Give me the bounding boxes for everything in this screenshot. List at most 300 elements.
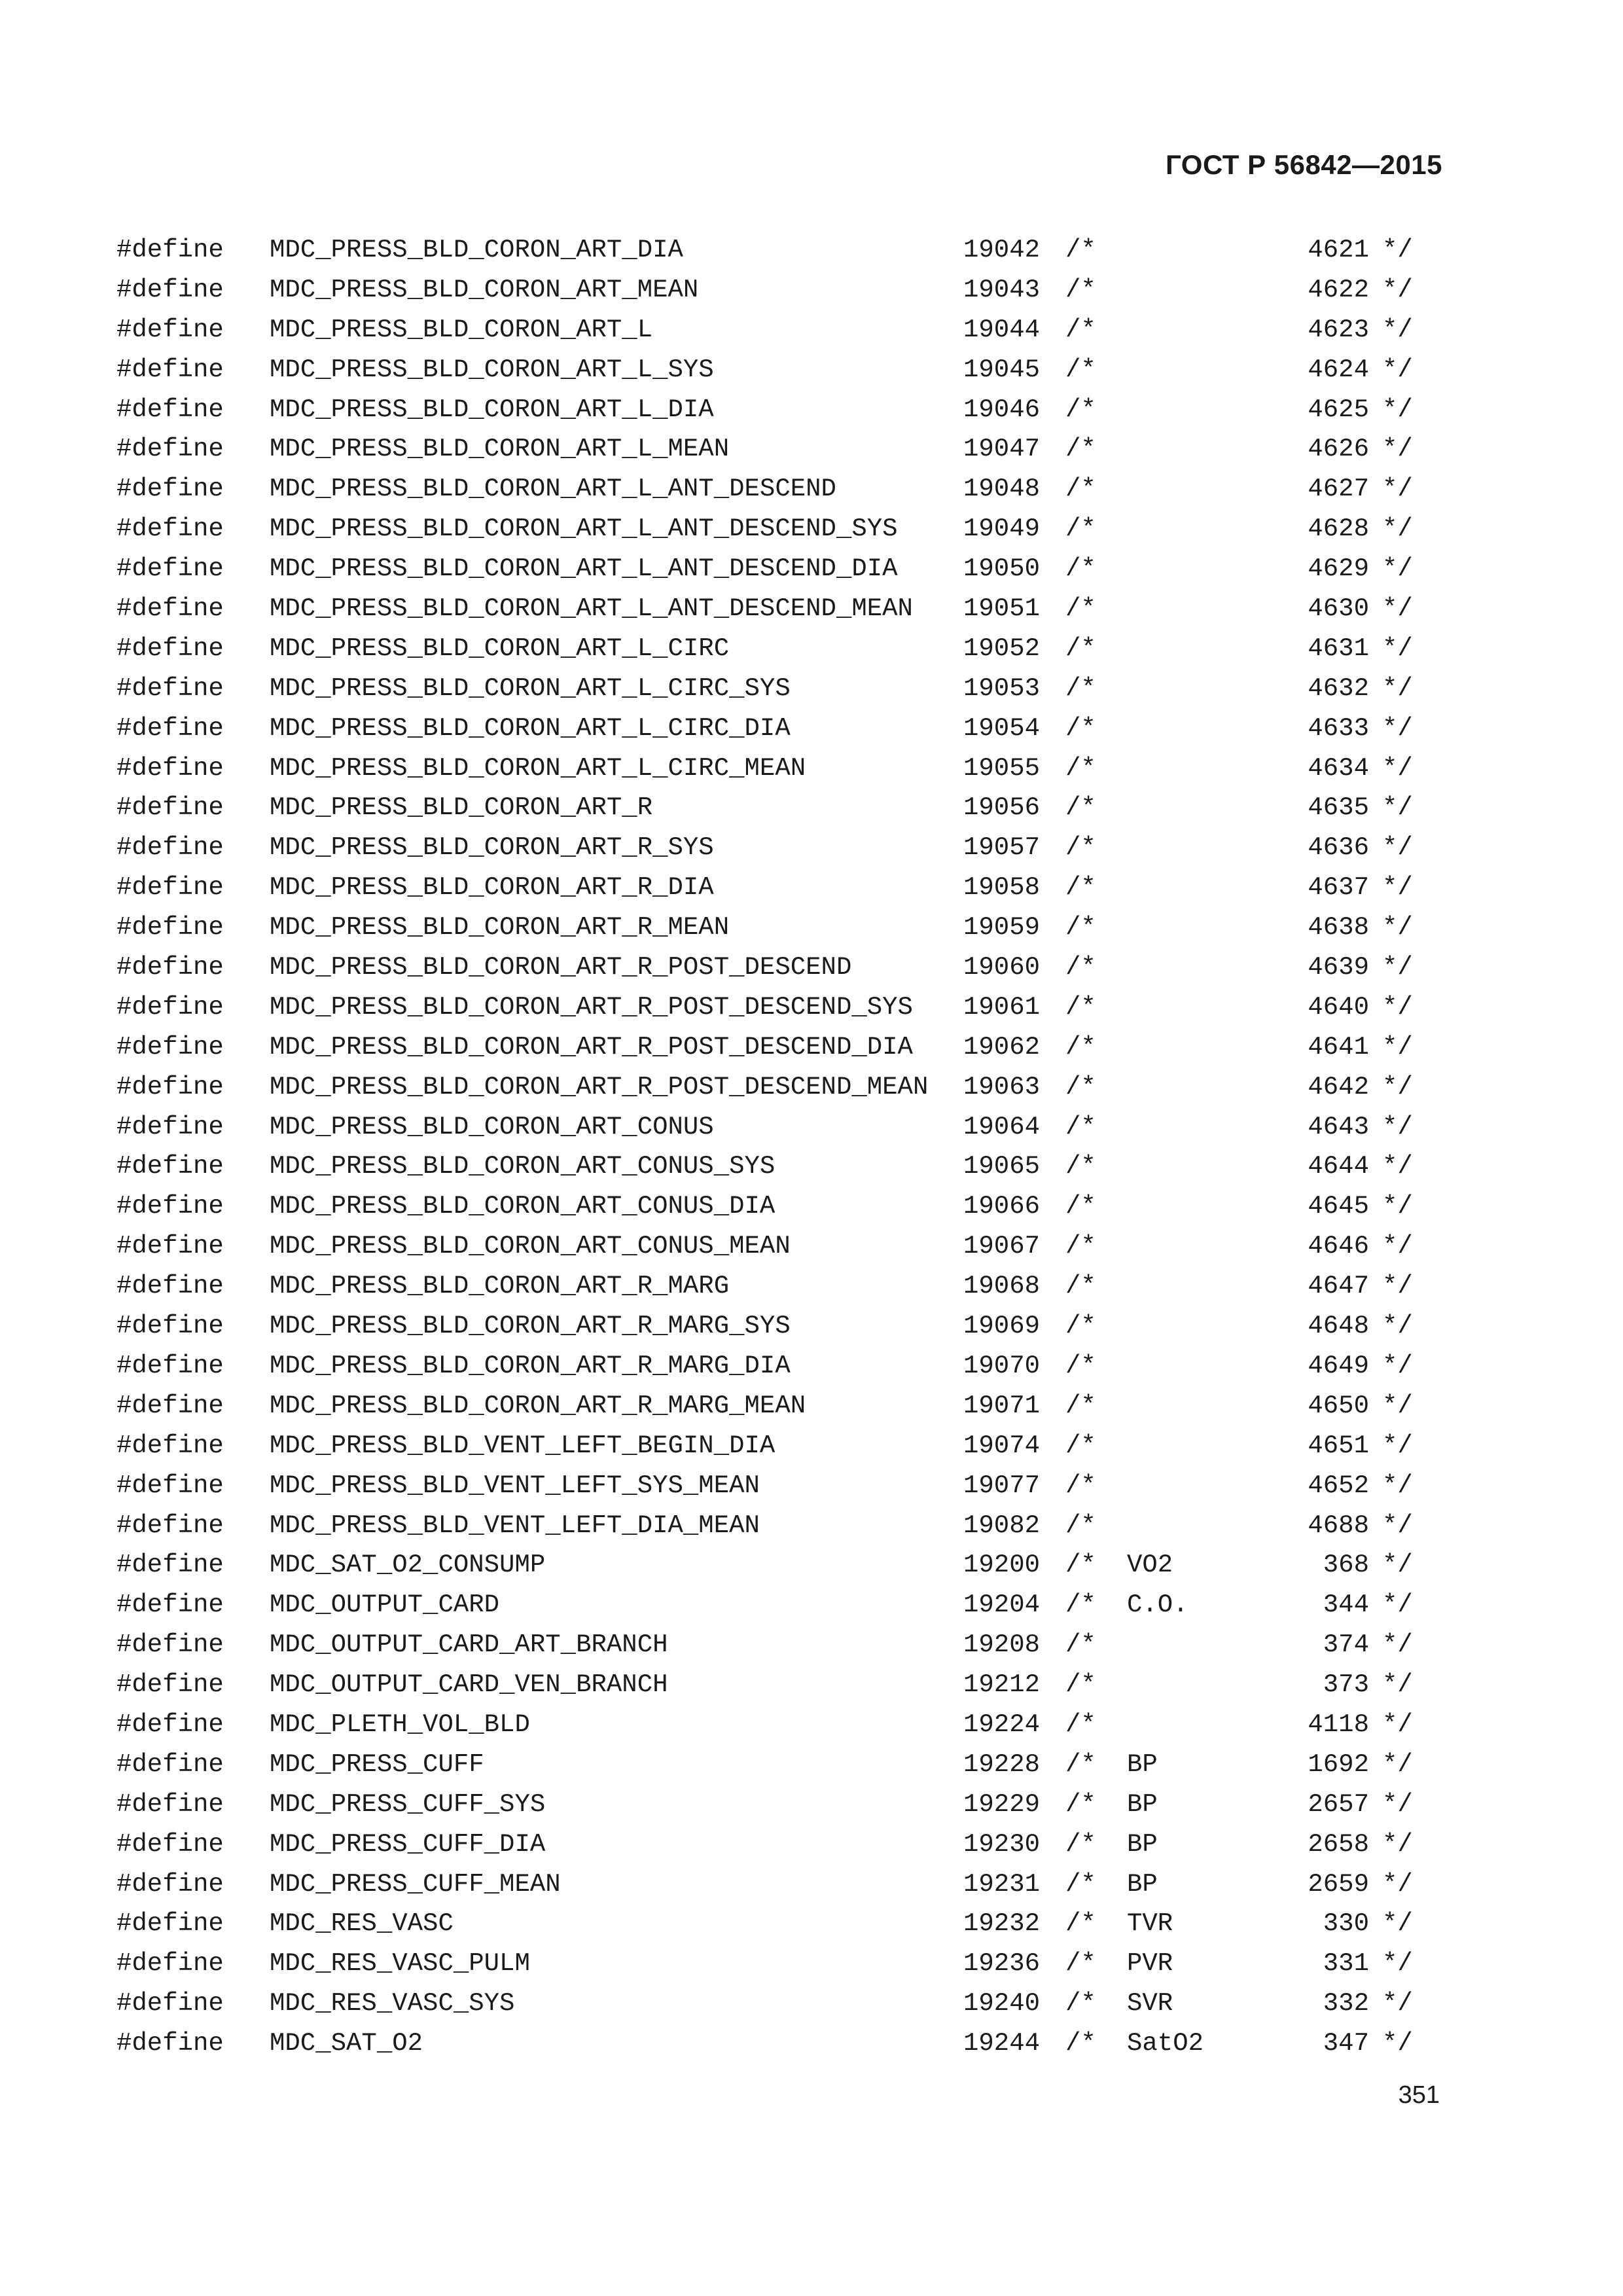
macro-name: MDC_PRESS_BLD_CORON_ART_CONUS_DIA (270, 1192, 776, 1221)
reference-number: 4632 (1308, 673, 1369, 703)
define-row (0, 709, 1623, 749)
reference-number: 4646 (1308, 1232, 1369, 1261)
comment-open: /* (1065, 1869, 1096, 1899)
comment-open: /* (1065, 1989, 1096, 2018)
define-row (0, 230, 1623, 270)
reference-number: 4638 (1308, 913, 1369, 942)
macro-code: 19077 (963, 1471, 1041, 1500)
define-row (0, 1466, 1623, 1506)
macro-code: 19074 (963, 1431, 1041, 1460)
macro-name: MDC_PRESS_BLD_CORON_ART_R_POST_DESCEND_MEAN (270, 1072, 929, 1102)
macro-code: 19046 (963, 395, 1041, 424)
comment-close: */ (1382, 395, 1413, 424)
reference-number: 4628 (1308, 514, 1369, 544)
comment-close: */ (1382, 1351, 1413, 1380)
comment-open: /* (1065, 2029, 1096, 2058)
page-number: 351 (1398, 2081, 1440, 2109)
comment-open: /* (1065, 315, 1096, 344)
reference-number: 347 (1323, 2029, 1369, 2058)
define-keyword: #define (116, 1949, 224, 1979)
macro-name: MDC_PRESS_BLD_CORON_ART_R (270, 793, 653, 823)
comment-open: /* (1065, 1072, 1096, 1102)
comment-close: */ (1382, 953, 1413, 982)
macro-code: 19056 (963, 793, 1041, 823)
comment-open: /* (1065, 1152, 1096, 1181)
macro-name: MDC_PRESS_BLD_CORON_ART_MEAN (270, 275, 699, 304)
define-row (0, 270, 1623, 310)
comment-close: */ (1382, 1312, 1413, 1341)
comment-open: /* (1065, 1032, 1096, 1062)
macro-code: 19224 (963, 1710, 1041, 1739)
comment-open: /* (1065, 833, 1096, 863)
comment-close: */ (1382, 1232, 1413, 1261)
reference-number: 4624 (1308, 355, 1369, 384)
comment-close: */ (1382, 1152, 1413, 1181)
reference-number: 332 (1323, 1989, 1369, 2018)
define-keyword: #define (116, 514, 224, 544)
comment-open: /* (1065, 1391, 1096, 1420)
comment-open: /* (1065, 1590, 1096, 1620)
define-row (0, 908, 1623, 948)
comment-open: /* (1065, 1351, 1096, 1380)
comment-close: */ (1382, 1590, 1413, 1620)
comment-open: /* (1065, 673, 1096, 703)
define-keyword: #define (116, 1710, 224, 1739)
macro-name: MDC_PRESS_CUFF_SYS (270, 1789, 546, 1819)
define-keyword: #define (116, 1471, 224, 1500)
define-keyword: #define (116, 793, 224, 823)
define-row (0, 1904, 1623, 1944)
define-row (0, 390, 1623, 430)
comment-close: */ (1382, 913, 1413, 942)
abbreviation: BP (1127, 1829, 1158, 1859)
define-keyword: #define (116, 634, 224, 663)
macro-name: MDC_PRESS_BLD_CORON_ART_L_CIRC_DIA (270, 713, 791, 743)
define-row (0, 1306, 1623, 1346)
comment-close: */ (1382, 355, 1413, 384)
define-row (0, 1426, 1623, 1466)
comment-open: /* (1065, 1789, 1096, 1819)
macro-code: 19082 (963, 1511, 1041, 1540)
macro-code: 19070 (963, 1351, 1041, 1380)
reference-number: 374 (1323, 1630, 1369, 1660)
comment-open: /* (1065, 554, 1096, 584)
macro-name: MDC_PRESS_BLD_CORON_ART_R_MEAN (270, 913, 730, 942)
define-row (0, 1705, 1623, 1745)
define-row (0, 629, 1623, 669)
reference-number: 4649 (1308, 1351, 1369, 1380)
comment-open: /* (1065, 873, 1096, 903)
macro-name: MDC_PRESS_BLD_CORON_ART_CONUS (270, 1112, 714, 1141)
comment-close: */ (1382, 634, 1413, 663)
reference-number: 4630 (1308, 594, 1369, 624)
macro-name: MDC_PRESS_BLD_CORON_ART_L_MEAN (270, 435, 730, 464)
define-row (0, 669, 1623, 709)
macro-name: MDC_RES_VASC_PULM (270, 1949, 530, 1979)
comment-close: */ (1382, 1391, 1413, 1420)
comment-open: /* (1065, 1511, 1096, 1540)
define-row (0, 1665, 1623, 1705)
macro-code: 19048 (963, 475, 1041, 504)
reference-number: 4648 (1308, 1312, 1369, 1341)
comment-open: /* (1065, 1112, 1096, 1141)
reference-number: 4118 (1308, 1710, 1369, 1739)
macro-code: 19066 (963, 1192, 1041, 1221)
abbreviation: VO2 (1127, 1551, 1173, 1580)
define-keyword: #define (116, 554, 224, 584)
macro-code: 19236 (963, 1949, 1041, 1979)
reference-number: 4644 (1308, 1152, 1369, 1181)
define-row (0, 868, 1623, 908)
abbreviation: SVR (1127, 1989, 1173, 2018)
macro-code: 19061 (963, 992, 1041, 1022)
macro-code: 19042 (963, 236, 1041, 264)
reference-number: 344 (1323, 1590, 1369, 1620)
macro-name: MDC_PRESS_BLD_CORON_ART_L_DIA (270, 395, 714, 424)
define-keyword: #define (116, 1272, 224, 1301)
define-keyword: #define (116, 953, 224, 982)
macro-name: MDC_PRESS_BLD_CORON_ART_L_ANT_DESCEND_DIA (270, 554, 898, 584)
macro-name: MDC_PRESS_BLD_CORON_ART_R_MARG (270, 1272, 730, 1301)
macro-name: MDC_PRESS_BLD_CORON_ART_R_SYS (270, 833, 714, 863)
define-keyword: #define (116, 355, 224, 384)
macro-name: MDC_PRESS_BLD_CORON_ART_L_ANT_DESCEND_SYS (270, 514, 898, 544)
comment-close: */ (1382, 1511, 1413, 1540)
reference-number: 4642 (1308, 1072, 1369, 1102)
macro-name: MDC_PRESS_BLD_CORON_ART_L_CIRC_MEAN (270, 753, 806, 783)
macro-code: 19212 (963, 1670, 1041, 1700)
define-keyword: #define (116, 753, 224, 783)
define-keyword: #define (116, 1232, 224, 1261)
macro-name: MDC_PRESS_BLD_CORON_ART_R_DIA (270, 873, 714, 903)
comment-close: */ (1382, 753, 1413, 783)
define-row (0, 1506, 1623, 1546)
define-keyword: #define (116, 275, 224, 304)
define-row (0, 1745, 1623, 1785)
comment-close: */ (1382, 992, 1413, 1022)
comment-close: */ (1382, 275, 1413, 304)
define-keyword: #define (116, 1909, 224, 1939)
macro-name: MDC_PRESS_CUFF_MEAN (270, 1869, 561, 1899)
define-row (0, 2024, 1623, 2064)
abbreviation: SatO2 (1127, 2029, 1204, 2058)
reference-number: 4622 (1308, 275, 1369, 304)
macro-name: MDC_PLETH_VOL_BLD (270, 1710, 530, 1739)
comment-open: /* (1065, 236, 1096, 264)
comment-close: */ (1382, 1431, 1413, 1460)
macro-name: MDC_PRESS_BLD_CORON_ART_L_ANT_DESCEND_MEAN (270, 594, 913, 624)
comment-open: /* (1065, 475, 1096, 504)
macro-code: 19204 (963, 1590, 1041, 1620)
comment-close: */ (1382, 1471, 1413, 1500)
define-keyword: #define (116, 713, 224, 743)
reference-number: 4625 (1308, 395, 1369, 424)
reference-number: 4643 (1308, 1112, 1369, 1141)
reference-number: 4636 (1308, 833, 1369, 863)
comment-close: */ (1382, 1829, 1413, 1859)
macro-name: MDC_PRESS_BLD_CORON_ART_R_MARG_MEAN (270, 1391, 806, 1420)
comment-open: /* (1065, 275, 1096, 304)
define-keyword: #define (116, 1112, 224, 1141)
comment-open: /* (1065, 1272, 1096, 1301)
comment-open: /* (1065, 1749, 1096, 1779)
comment-close: */ (1382, 1032, 1413, 1062)
macro-code: 19051 (963, 594, 1041, 624)
macro-code: 19047 (963, 435, 1041, 464)
comment-close: */ (1382, 1789, 1413, 1819)
macro-code: 19063 (963, 1072, 1041, 1102)
define-row (0, 988, 1623, 1028)
define-keyword: #define (116, 1032, 224, 1062)
comment-open: /* (1065, 594, 1096, 624)
comment-close: */ (1382, 236, 1413, 264)
define-keyword: #define (116, 1869, 224, 1899)
comment-open: /* (1065, 1312, 1096, 1341)
define-keyword: #define (116, 1312, 224, 1341)
macro-code: 19059 (963, 913, 1041, 942)
comment-close: */ (1382, 594, 1413, 624)
define-row (0, 350, 1623, 390)
reference-number: 4635 (1308, 793, 1369, 823)
macro-code: 19057 (963, 833, 1041, 863)
define-keyword: #define (116, 1590, 224, 1620)
define-keyword: #define (116, 2029, 224, 2058)
define-keyword: #define (116, 1551, 224, 1580)
reference-number: 331 (1323, 1949, 1369, 1979)
comment-open: /* (1065, 1232, 1096, 1261)
define-row (0, 1545, 1623, 1585)
macro-code: 19200 (963, 1551, 1041, 1580)
comment-open: /* (1065, 1192, 1096, 1221)
comment-close: */ (1382, 1670, 1413, 1700)
define-keyword: #define (116, 1511, 224, 1540)
abbreviation: BP (1127, 1869, 1158, 1899)
comment-close: */ (1382, 873, 1413, 903)
macro-code: 19240 (963, 1989, 1041, 2018)
comment-open: /* (1065, 1630, 1096, 1660)
define-keyword: #define (116, 1431, 224, 1460)
define-row (0, 1147, 1623, 1187)
reference-number: 368 (1323, 1551, 1369, 1580)
define-row (0, 1346, 1623, 1386)
comment-close: */ (1382, 713, 1413, 743)
macro-name: MDC_PRESS_BLD_CORON_ART_R_MARG_SYS (270, 1312, 791, 1341)
reference-number: 4640 (1308, 992, 1369, 1022)
define-row (0, 788, 1623, 828)
macro-name: MDC_PRESS_BLD_VENT_LEFT_SYS_MEAN (270, 1471, 760, 1500)
define-keyword: #define (116, 1072, 224, 1102)
comment-open: /* (1065, 992, 1096, 1022)
comment-close: */ (1382, 1749, 1413, 1779)
comment-close: */ (1382, 1551, 1413, 1580)
macro-code: 19069 (963, 1312, 1041, 1341)
macro-code: 19228 (963, 1749, 1041, 1779)
comment-open: /* (1065, 1949, 1096, 1979)
define-keyword: #define (116, 594, 224, 624)
macro-code: 19232 (963, 1909, 1041, 1939)
macro-code: 19045 (963, 355, 1041, 384)
define-keyword: #define (116, 1391, 224, 1420)
define-keyword: #define (116, 833, 224, 863)
comment-open: /* (1065, 395, 1096, 424)
define-keyword: #define (116, 1670, 224, 1700)
define-keyword: #define (116, 395, 224, 424)
reference-number: 4629 (1308, 554, 1369, 584)
reference-number: 4634 (1308, 753, 1369, 783)
define-row (0, 1107, 1623, 1147)
macro-name: MDC_PRESS_BLD_CORON_ART_L_SYS (270, 355, 714, 384)
comment-open: /* (1065, 514, 1096, 544)
define-row (0, 1984, 1623, 2024)
define-keyword: #define (116, 992, 224, 1022)
reference-number: 4688 (1308, 1511, 1369, 1540)
comment-open: /* (1065, 634, 1096, 663)
macro-name: MDC_SAT_O2 (270, 2029, 423, 2058)
macro-name: MDC_PRESS_BLD_CORON_ART_R_POST_DESCEND (270, 953, 852, 982)
reference-number: 4633 (1308, 713, 1369, 743)
define-listing (0, 230, 1623, 2064)
macro-name: MDC_PRESS_BLD_VENT_LEFT_BEGIN_DIA (270, 1431, 776, 1460)
comment-close: */ (1382, 673, 1413, 703)
macro-code: 19068 (963, 1272, 1041, 1301)
comment-close: */ (1382, 1949, 1413, 1979)
macro-code: 19044 (963, 315, 1041, 344)
macro-name: MDC_PRESS_CUFF (270, 1749, 484, 1779)
macro-code: 19058 (963, 873, 1041, 903)
macro-name: MDC_PRESS_BLD_VENT_LEFT_DIA_MEAN (270, 1511, 760, 1540)
reference-number: 4645 (1308, 1192, 1369, 1221)
define-row (0, 1865, 1623, 1905)
macro-name: MDC_PRESS_BLD_CORON_ART_CONUS_SYS (270, 1152, 776, 1181)
comment-close: */ (1382, 1272, 1413, 1301)
define-keyword: #define (116, 435, 224, 464)
define-row (0, 1625, 1623, 1665)
comment-close: */ (1382, 1072, 1413, 1102)
macro-name: MDC_PRESS_BLD_CORON_ART_L_CIRC_SYS (270, 673, 791, 703)
reference-number: 4631 (1308, 634, 1369, 663)
define-row (0, 1585, 1623, 1625)
macro-code: 19244 (963, 2029, 1041, 2058)
define-row (0, 948, 1623, 988)
macro-name: MDC_PRESS_BLD_CORON_ART_DIA (270, 236, 683, 264)
comment-open: /* (1065, 793, 1096, 823)
macro-name: MDC_PRESS_BLD_CORON_ART_L (270, 315, 653, 344)
abbreviation: BP (1127, 1749, 1158, 1779)
abbreviation: BP (1127, 1789, 1158, 1819)
macro-name: MDC_PRESS_BLD_CORON_ART_L_CIRC (270, 634, 730, 663)
macro-code: 19067 (963, 1232, 1041, 1261)
comment-close: */ (1382, 514, 1413, 544)
reference-number: 4651 (1308, 1431, 1369, 1460)
macro-code: 19053 (963, 673, 1041, 703)
comment-open: /* (1065, 355, 1096, 384)
define-row (0, 549, 1623, 589)
reference-number: 1692 (1308, 1749, 1369, 1779)
macro-name: MDC_SAT_O2_CONSUMP (270, 1551, 546, 1580)
comment-close: */ (1382, 315, 1413, 344)
abbreviation: TVR (1127, 1909, 1173, 1939)
define-keyword: #define (116, 873, 224, 903)
comment-close: */ (1382, 1710, 1413, 1739)
define-keyword: #define (116, 1989, 224, 2018)
macro-name: MDC_OUTPUT_CARD (270, 1590, 500, 1620)
define-keyword: #define (116, 1351, 224, 1380)
define-keyword: #define (116, 475, 224, 504)
reference-number: 2658 (1308, 1829, 1369, 1859)
define-row (0, 429, 1623, 469)
reference-number: 2659 (1308, 1869, 1369, 1899)
define-keyword: #define (116, 1789, 224, 1819)
reference-number: 4637 (1308, 873, 1369, 903)
comment-close: */ (1382, 1909, 1413, 1939)
comment-close: */ (1382, 833, 1413, 863)
macro-name: MDC_OUTPUT_CARD_ART_BRANCH (270, 1630, 668, 1660)
comment-open: /* (1065, 1431, 1096, 1460)
comment-close: */ (1382, 1630, 1413, 1660)
macro-code: 19050 (963, 554, 1041, 584)
macro-code: 19229 (963, 1789, 1041, 1819)
reference-number: 4621 (1308, 236, 1369, 264)
reference-number: 4647 (1308, 1272, 1369, 1301)
document-standard-header: ГОСТ Р 56842—2015 (1166, 149, 1442, 180)
comment-open: /* (1065, 1670, 1096, 1700)
reference-number: 4626 (1308, 435, 1369, 464)
reference-number: 4650 (1308, 1391, 1369, 1420)
define-keyword: #define (116, 673, 224, 703)
macro-code: 19062 (963, 1032, 1041, 1062)
reference-number: 4652 (1308, 1471, 1369, 1500)
comment-close: */ (1382, 2029, 1413, 2058)
comment-open: /* (1065, 753, 1096, 783)
define-row (0, 1227, 1623, 1266)
define-row (0, 1944, 1623, 1984)
define-row (0, 310, 1623, 350)
macro-name: MDC_PRESS_BLD_CORON_ART_L_ANT_DESCEND (270, 475, 836, 504)
define-row (0, 1266, 1623, 1306)
macro-code: 19055 (963, 753, 1041, 783)
reference-number: 373 (1323, 1670, 1369, 1700)
macro-code: 19054 (963, 713, 1041, 743)
define-keyword: #define (116, 1749, 224, 1779)
reference-number: 4641 (1308, 1032, 1369, 1062)
macro-code: 19060 (963, 953, 1041, 982)
define-row (0, 1386, 1623, 1426)
macro-name: MDC_RES_VASC (270, 1909, 454, 1939)
macro-name: MDC_PRESS_CUFF_DIA (270, 1829, 546, 1859)
macro-name: MDC_PRESS_BLD_CORON_ART_R_MARG_DIA (270, 1351, 791, 1380)
comment-close: */ (1382, 475, 1413, 504)
define-row (0, 1028, 1623, 1067)
reference-number: 4623 (1308, 315, 1369, 344)
macro-name: MDC_RES_VASC_SYS (270, 1989, 515, 2018)
comment-close: */ (1382, 1112, 1413, 1141)
comment-open: /* (1065, 1829, 1096, 1859)
comment-open: /* (1065, 1471, 1096, 1500)
comment-open: /* (1065, 435, 1096, 464)
comment-close: */ (1382, 1869, 1413, 1899)
define-row (0, 1067, 1623, 1107)
macro-name: MDC_PRESS_BLD_CORON_ART_R_POST_DESCEND_DIA (270, 1032, 913, 1062)
macro-code: 19230 (963, 1829, 1041, 1859)
define-row (0, 469, 1623, 509)
comment-open: /* (1065, 1710, 1096, 1739)
comment-open: /* (1065, 913, 1096, 942)
comment-close: */ (1382, 1192, 1413, 1221)
comment-open: /* (1065, 713, 1096, 743)
define-row (0, 589, 1623, 629)
macro-name: MDC_PRESS_BLD_CORON_ART_CONUS_MEAN (270, 1232, 791, 1261)
define-row (0, 509, 1623, 549)
